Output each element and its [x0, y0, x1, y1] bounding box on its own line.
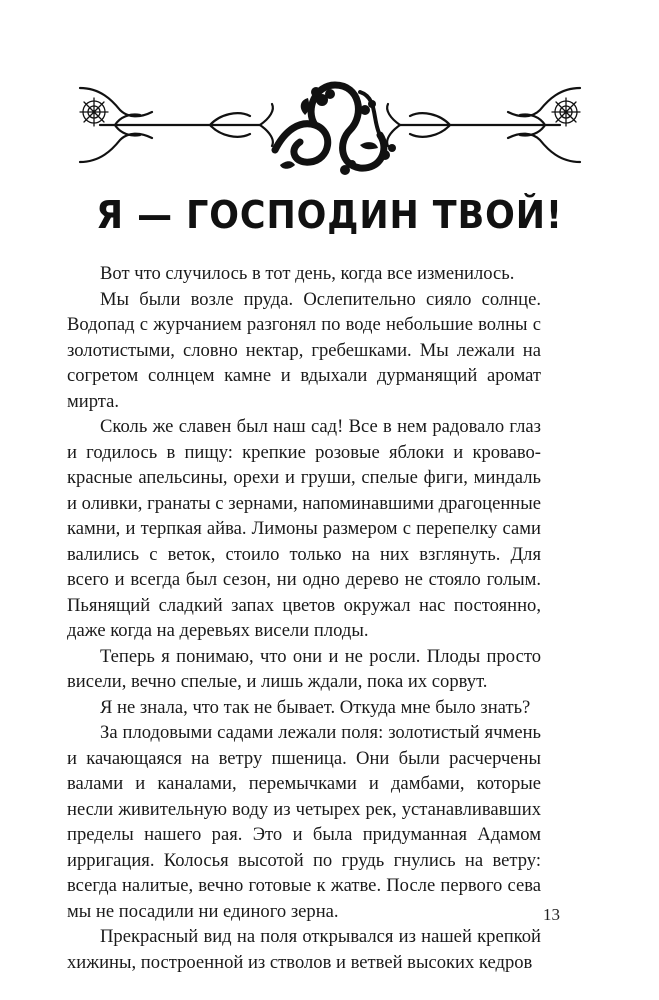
chapter-title: Я — ГОСПОДИН ТВОЙ!	[96, 193, 563, 237]
page-number: 13	[543, 905, 560, 924]
paragraph: Теперь я понимаю, что они и не росли. Плоды просто висели, вечно спелые, и лишь ждали, пока их сорвут.	[67, 645, 541, 692]
paragraph: Я не знала, что так не бывает. Откуда мне было знать?	[100, 696, 531, 718]
paragraph: Прекрасный вид на поля открывался из нашей крепкой хижины, построенной из стволов и ветвей высоких кедров	[67, 926, 541, 973]
paragraph: Вот что случилось в тот день, когда все изменилось.	[100, 263, 515, 284]
paragraph: Сколь же славен был наш сад! Все в нем радовало глаз и годилось в пищу: крепкие розовые яблоки и кроваво-красные апельсины, орехи и груши, спелые фиги, миндаль и оливки, гранаты с зернами, напоминавшими драгоценные камни, и терпкая айва. Лимоны размером с перепелку сами валились с веток, стоило только на них взглянуть. Для всего и всегда был сезон, ни одно дерево не стояло голым. Пьянящий сладкий запах цветов окружал нас постоянно, даже когда на деревьях висели плоды.	[67, 416, 541, 641]
paragraph: Мы были возле пруда. Ослепительно сияло солнце. Водопад с журчанием разгонял по воде небольшие волны с золотистыми, словно нектар, гребешками. Мы лежали на согретом солнцем камне и вдыхали дурманящий аромат мирта.	[67, 288, 541, 412]
body-text	[67, 261, 541, 975]
spider-web-icon	[552, 98, 580, 126]
paragraph: За плодовыми садами лежали поля: золотистый ячмень и качающаяся на ветру пшеница. Они были расчерчены валами и каналами, перемычками и дамбами, которые несли живительную воду из четырех рек, устанавливавших пределы нашего рая. Это и была придуманная Адамом ирригация. Колосья высотой по грудь гнулись на ветру: всегда налитые, вечно готовые к жатве. После первого сева мы не посадили ни единого зерна.	[67, 722, 541, 922]
right-flourish	[387, 88, 580, 162]
chapter-ornament	[60, 70, 600, 180]
spider-web-icon	[80, 98, 108, 126]
left-flourish	[80, 88, 273, 162]
